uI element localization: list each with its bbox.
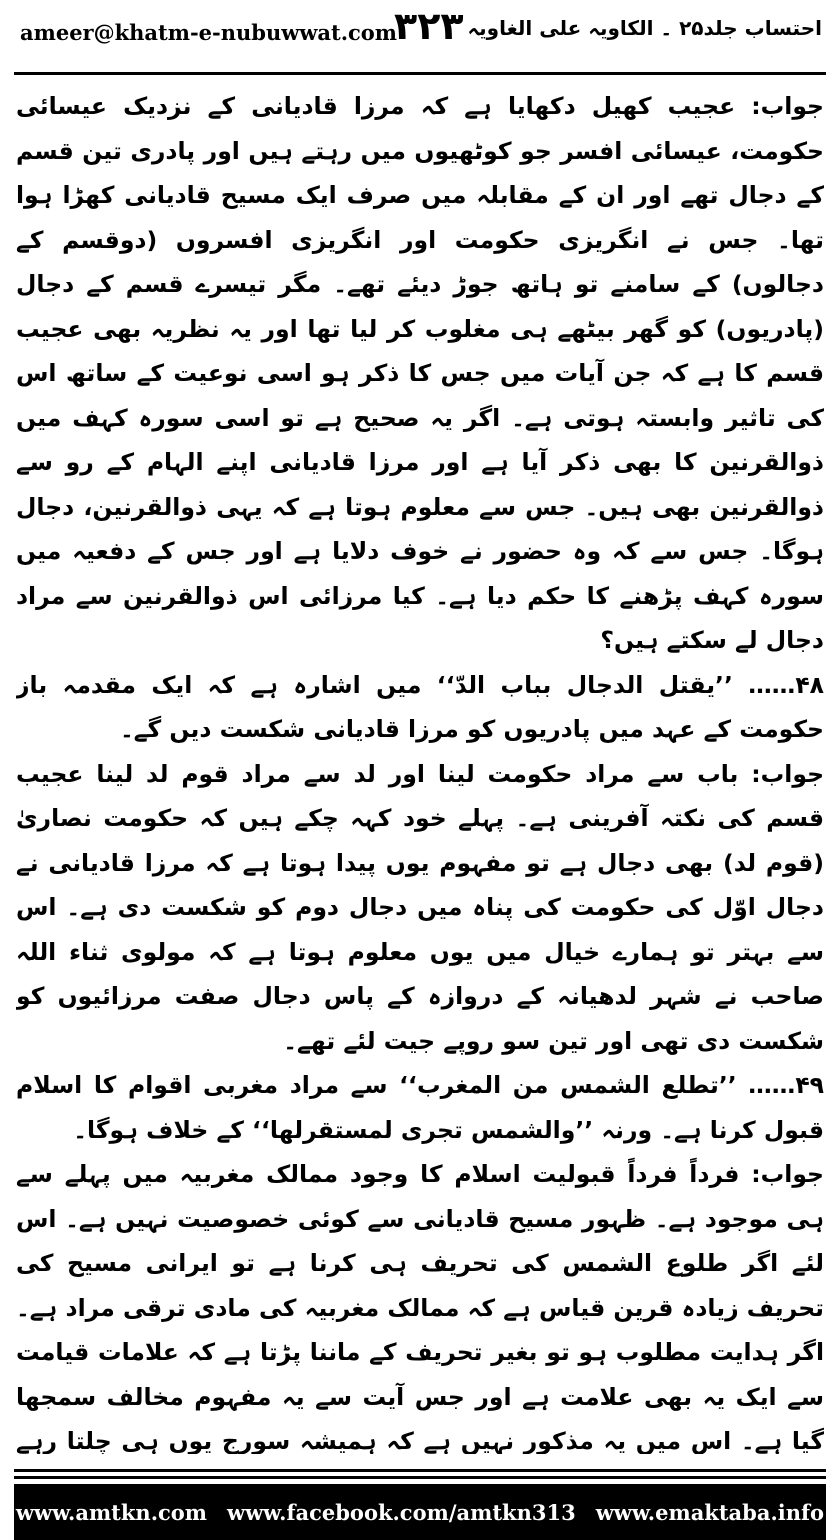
footer-links-bar — [14, 1484, 826, 1540]
answer-paragraph-1: جواب: عجیب کھیل دکھایا ہے کہ مرزا قادیانی کے نزدیک عیسائی حکومت، عیسائی افسر جو کوٹھیوں میں رہتے ہیں اور پادری تین قسم کے دجال تھے اور ان کے مقابلہ میں صرف ایک مسیح قادیانی کھڑا ہوا تھا۔ جس نے انگریزی حکومت اور انگریزی افسروں (دوقسم کے دجالوں) کے سامنے تو ہاتھ جوڑ دیئے تھے۔ مگر تیسرے قسم کے دجال (پادریوں) کو گھر بیٹھے ہی مغلوب کر لیا تھا اور یہ نظریہ بھی عجیب قسم کا ہے کہ جن آیات میں جس کا ذکر ہو اسی نوعیت کے ساتھ اس کی تاثیر وابستہ ہوتی ہے۔ اگر یہ صحیح ہے تو اسی سورہ کہف میں ذوالقرنین کا بھی ذکر آیا ہے اور مرزا قادیانی اپنے الہام کے رو سے ذوالقرنین بھی ہیں۔ جس سے معلوم ہوتا ہے کہ یہی ذوالقرنین، دجال ہوگا۔ جس سے کہ وہ حضور نے خوف دلایا ہے اور جس کے دفعیہ میں سورہ کہف پڑھنے کا حکم دیا ہے۔ کیا مرزائی اس ذوالقرنین سے مراد دجال لے سکتے ہیں؟ — [16, 92, 824, 654]
footer-link-facebook[interactable]: www.facebook.com/amtkn313 — [227, 1499, 576, 1525]
footer-link-emaktaba[interactable]: www.emaktaba.info — [595, 1499, 825, 1525]
footer-rule-bottom — [14, 1476, 826, 1479]
footer-rule-top — [14, 1469, 826, 1472]
answer-paragraph-49: جواب: فرداً فرداً قبولیت اسلام کا وجود ممالک مغربیہ میں پہلے سے ہی موجود ہے۔ ظہور مسیح قادیانی سے کوئی خصوصیت نہیں ہے۔ اس لئے اگر طلوع الشمس کی تحریف ہی کرنا ہے تو ایرانی مسیح کی تحریف زیادہ قرین قیاس ہے کہ ممالک مغربیہ کی مادی ترقی مراد ہے۔ اگر ہدایت مطلوب ہو تو بغیر تحریف کے ماننا پڑتا ہے کہ علامات قیامت سے ایک یہ بھی علامت ہے اور جس آیت سے یہ مفہوم مخالف سمجھا گیا ہے۔ اس میں یہ مذکور نہیں ہے کہ ہمیشہ سورج یوں ہی چلتا رہے — [16, 1160, 824, 1454]
answer-paragraph-48: جواب: باب سے مراد حکومت لینا اور لد سے مراد قوم لد لینا عجیب قسم کی نکتہ آفرینی ہے۔ پہلے خود کہہ چکے ہیں کہ حکومت نصاریٰ (قوم لد) بھی دجال ہے تو مفہوم یوں پیدا ہوتا ہے کہ مرزا قادیانی نے دجال اوّل کی حکومت کی پناہ میں دجال دوم کو شکست دی ہے۔ اس سے بہتر تو ہمارے خیال میں یوں معلوم ہوتا ہے کہ مولوی ثناء اللہ صاحب نے شہر لدھیانہ کے دروازہ کے پاس دجال صفت مرزائیوں کو شکست دی تھی اور تین سو روپے جیت لئے تھے۔ — [16, 759, 824, 1055]
running-title: احتساب جلد۲۵ ۔ الکاویہ علی الغاویہ — [467, 16, 822, 40]
page-header — [14, 0, 826, 75]
question-48: ۴۸…… ’’یقتل الدجال بباب الدّ‘‘ میں اشارہ ہے کہ ایک مقدمہ باز حکومت کے عہد میں پادریوں کو مرزا قادیانی شکست دیں گے۔ — [16, 670, 824, 743]
footer-link-amtkn[interactable]: www.amtkn.com — [15, 1499, 208, 1525]
page-number: ۳۲۳ — [394, 4, 464, 48]
header-email: ameer@khatm-e-nubuwwat.com — [20, 20, 398, 45]
question-49: ۴۹…… ’’تطلع الشمس من المغرب‘‘ سے مراد مغربی اقوام کا اسلام قبول کرنا ہے۔ ورنہ ’’والشمس تجری لمستقرلها‘‘ کے خلاف ہوگا۔ — [16, 1071, 824, 1144]
page-body — [16, 84, 824, 1454]
